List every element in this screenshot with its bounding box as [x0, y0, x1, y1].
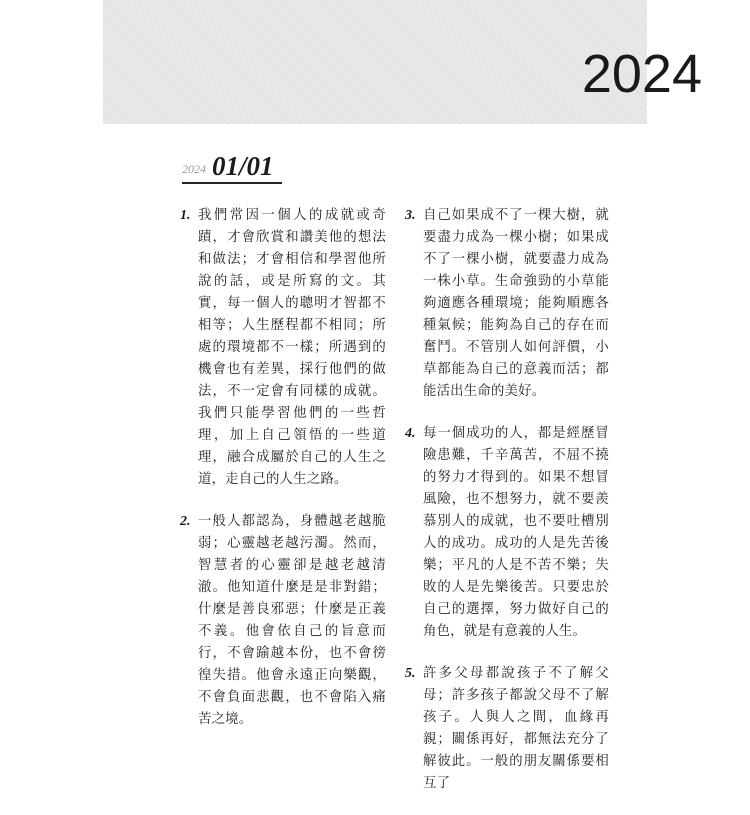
entry-3 [401, 205, 609, 403]
header-band [103, 0, 647, 124]
date-year-small: 2024 [182, 162, 206, 176]
entry-number: 3. [405, 208, 416, 223]
entry-number: 5. [405, 666, 416, 681]
entry-4 [401, 423, 609, 643]
right-column [401, 205, 609, 815]
entry-text: 一般人都認為，身體越老越脆弱；心靈越老越污濁。然而，智慧者的心靈卻是越老越清澈。他知道什麼是是非對錯；什麼是善良邪惡；什麼是正義不義。他會依自己的旨意而行，不會踰越本份，也不會徬徨失措。他會永遠正向樂觀，不會負面悲觀，也不會陷入痛苦之境。 [198, 514, 386, 727]
entry-1 [176, 205, 386, 491]
entry-text: 我們常因一個人的成就或奇蹟，才會欣賞和讚美他的想法和做法；才會相信和學習他所說的話，或是所寫的文。其實，每一個人的聰明才智都不相等；人生歷程都不相同；所處的環境都不一樣；所遇到的機會也有差異，採行他們的做法，不一定會有同樣的成就。我們只能學習他們的一些哲理，加上自己領悟的一些道理，融合成屬於自己的人生之道，走自己的人生之路。 [198, 208, 386, 487]
date-day: 01/01 [212, 151, 274, 181]
header-year: 2024 [581, 44, 702, 104]
entry-number: 2. [180, 514, 191, 529]
entry-text: 自己如果成不了一棵大樹，就要盡力成為一棵小樹；如果成不了一棵小樹，就要盡力成為一株小草。生命強勁的小草能夠適應各種環境；能夠順應各種氣候；能夠為自己的存在而奮鬥。不管別人如何評價，小草都能為自己的意義而活；都能活出生命的美好。 [423, 208, 609, 399]
left-column [176, 205, 386, 751]
entry-5 [401, 663, 609, 795]
entry-text: 每一個成功的人，都是經歷冒險患難，千辛萬苦，不屈不撓的努力才得到的。如果不想冒風險，也不想努力，就不要羨慕別人的成就，也不要吐槽別人的成功。成功的人是先苦後樂；平凡的人是不苦不樂；失敗的人是先樂後苦。只要忠於自己的選擇，努力做好自己的角色，就是有意義的人生。 [423, 426, 609, 639]
entry-number: 4. [405, 426, 416, 441]
entry-text: 許多父母都說孩子不了解父母；許多孩子都說父母不了解孩子。人與人之間，血緣再親；關係再好，都無法充分了解彼此。一般的朋友關係要相互了 [423, 666, 609, 791]
date-underline [182, 182, 282, 184]
entry-2 [176, 511, 386, 731]
date-heading [182, 151, 282, 181]
entry-number: 1. [180, 208, 191, 223]
